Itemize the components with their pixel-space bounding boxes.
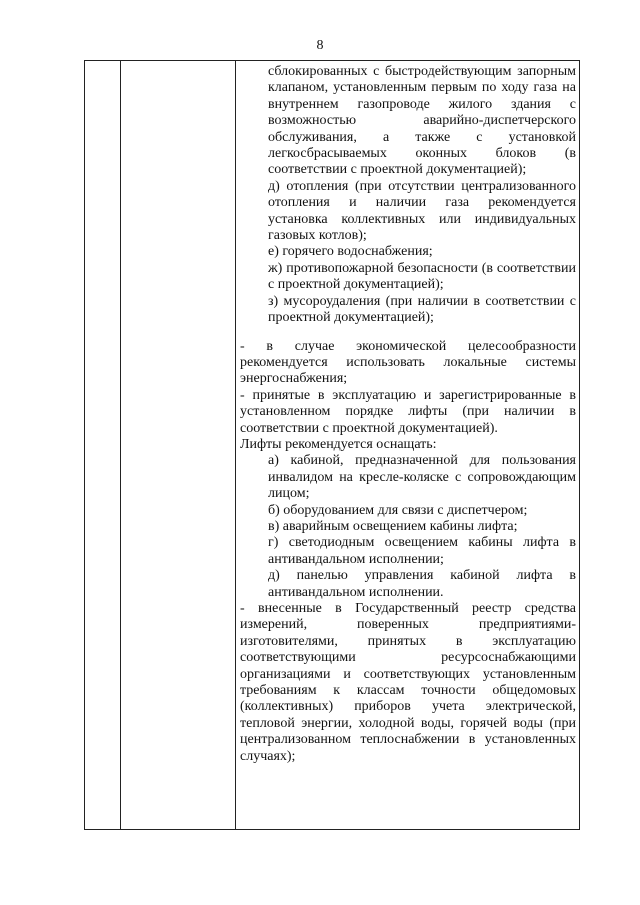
item-fire-safety: ж) противопожарной безопасности (в соответствии с проектной документацией); <box>268 260 576 293</box>
lift-item-b: б) оборудованием для связи с диспетчером; <box>268 502 528 518</box>
item-waste-disposal: з) мусороудаления (при наличии в соответствии с проектной документацией); <box>268 293 576 326</box>
lifts-intro: Лифты рекомендуется оснащать: <box>240 436 437 452</box>
column-divider-2 <box>235 60 236 829</box>
lift-item-c: в) аварийным освещением кабины лифта; <box>268 518 518 534</box>
lift-item-a: а) кабиной, предназначенной для пользования инвалидом на кресле-коляске с сопровождающим лицом; <box>268 453 576 502</box>
lift-item-e: д) панелью управления кабиной лифта в антивандальном исполнении. <box>268 568 576 600</box>
lift-item-d: г) светодиодным освещением кабины лифта в антивандальном исполнении; <box>268 535 576 567</box>
page-number: 8 <box>316 38 324 53</box>
paragraph-meters: - внесенные в Государственный реестр средства измерений, поверенных предприятиями-изготовителями, принятых в эксплуатацию соответствующими ресурсоснабжающими организациями и соответствующих установленным требованиям к классам точности общедомовых (коллективных) приборов учета электрической, тепловой энергии, холодной воды, горячей воды (при централизованном теплоснабжении в установленных случаях); <box>240 601 576 764</box>
block-gas-continuation: сблокированных с быстродействующим запорным клапаном, установленным первым по ходу газа на внутреннем газопроводе жилого здания с возможностью аварийно-диспетчерского обслуживания, а также с установкой легкосбрасываемых оконных блоков (в соответствии с проектной документацией); <box>268 64 576 178</box>
item-heating: д) отопления (при отсутствии централизованного отопления и наличии газа рекомендуется установка коллективных или индивидуальных газовых котлов); <box>268 178 576 244</box>
item-hot-water: е) горячего водоснабжения; <box>268 244 433 260</box>
table-right-border <box>579 60 580 829</box>
column-divider-1 <box>120 60 121 829</box>
paragraph-energy: - в случае экономической целесообразности рекомендуется использовать локальные системы энергоснабжения; <box>240 338 576 387</box>
paragraph-lifts: - принятые в эксплуатацию и зарегистрированные в установленном порядке лифты (при наличии в соответствии с проектной документацией). <box>240 387 576 436</box>
requirements-text-cell <box>240 64 576 765</box>
